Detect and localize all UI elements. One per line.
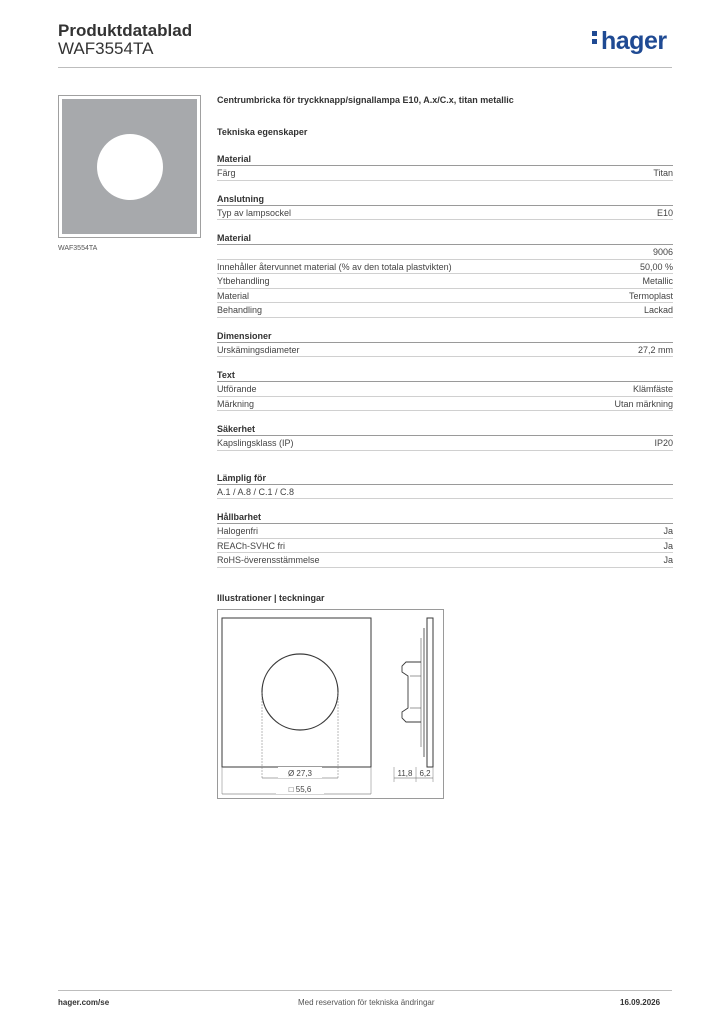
dim-depth-label: 11,8 bbox=[397, 769, 413, 778]
section-title: Hållbarhet bbox=[217, 511, 673, 524]
spec-value: Klämfäste bbox=[632, 384, 673, 394]
product-image-caption: WAF3554TA bbox=[58, 245, 98, 252]
spec-label: RoHS-överensstämmelse bbox=[217, 555, 320, 565]
spec-value: IP20 bbox=[654, 438, 673, 448]
section-title: Säkerhet bbox=[217, 423, 673, 436]
spec-label: Typ av lampsockel bbox=[217, 207, 292, 218]
section-material bbox=[217, 232, 673, 318]
hager-logo bbox=[592, 27, 667, 56]
technical-drawing bbox=[217, 609, 444, 799]
spec-row bbox=[217, 485, 673, 500]
section-anslutning bbox=[217, 193, 673, 221]
section-title: Material bbox=[217, 153, 673, 166]
section-material-color bbox=[217, 153, 673, 181]
spec-value: Ja bbox=[663, 526, 673, 536]
product-code: WAF3554TA bbox=[58, 39, 154, 58]
footer-date: 16.09.2026 bbox=[620, 998, 661, 1007]
spec-label: Material bbox=[217, 290, 250, 301]
spec-value: 50,00 % bbox=[639, 261, 673, 272]
spec-row bbox=[217, 260, 673, 275]
dim-hole-label: Ø 27,3 bbox=[287, 769, 313, 778]
spec-value: Ja bbox=[663, 540, 673, 551]
footer-website: hager.com/se bbox=[58, 998, 110, 1007]
logo-text: hager bbox=[601, 27, 667, 55]
section-text bbox=[217, 369, 673, 411]
spec-row bbox=[217, 274, 673, 289]
spec-value: Lackad bbox=[643, 305, 673, 315]
spec-row bbox=[217, 539, 673, 554]
spec-row bbox=[217, 382, 673, 397]
spec-row bbox=[217, 245, 673, 260]
spec-label: Utförande bbox=[217, 384, 257, 394]
footer-divider bbox=[58, 990, 672, 991]
product-hole bbox=[97, 134, 163, 200]
spec-label: Färg bbox=[217, 168, 236, 178]
spec-row bbox=[217, 436, 673, 451]
section-title: Material bbox=[217, 232, 673, 245]
tech-heading: Tekniska egenskaper bbox=[217, 127, 308, 137]
product-description: Centrumbricka för tryckknapp/signallampa E10, A.x/C.x, titan metallic bbox=[217, 95, 514, 105]
spec-row bbox=[217, 524, 673, 539]
document-title: Produktdatablad bbox=[58, 21, 193, 40]
section-title: Lämplig för bbox=[217, 472, 673, 485]
spec-value: Termoplast bbox=[628, 290, 673, 301]
header-divider bbox=[58, 67, 672, 68]
spec-label: Urskämingsdiameter bbox=[217, 344, 300, 355]
spec-value: Utan märkning bbox=[614, 398, 673, 409]
spec-label: Halogenfri bbox=[217, 526, 259, 536]
hole-outline bbox=[262, 654, 338, 730]
footer-disclaimer: Med reservation för tekniska ändringar bbox=[298, 998, 435, 1007]
spec-value: 27,2 mm bbox=[637, 344, 673, 355]
section-title: Dimensioner bbox=[217, 330, 673, 343]
spec-row bbox=[217, 343, 673, 358]
section-dimensioner bbox=[217, 330, 673, 358]
spec-content bbox=[217, 95, 673, 568]
product-image bbox=[58, 95, 201, 238]
spec-value: Titan bbox=[653, 168, 673, 178]
spec-label: Behandling bbox=[217, 305, 263, 315]
product-plate bbox=[62, 99, 197, 234]
section-title: Anslutning bbox=[217, 193, 673, 206]
side-view bbox=[394, 618, 433, 782]
spec-row bbox=[217, 397, 673, 412]
spec-row bbox=[217, 553, 673, 568]
technical-drawing-svg bbox=[218, 610, 445, 800]
spec-label: Ytbehandling bbox=[217, 276, 270, 286]
section-hallbarhet bbox=[217, 511, 673, 568]
spec-value: Metallic bbox=[642, 276, 673, 286]
spec-value: Ja bbox=[663, 555, 673, 565]
spec-label: Kapslingsklass (IP) bbox=[217, 438, 294, 448]
spec-value: E10 bbox=[656, 207, 673, 218]
section-title: Text bbox=[217, 369, 673, 382]
spec-row bbox=[217, 206, 673, 221]
spec-row bbox=[217, 289, 673, 304]
dim-thickness-label: 6,2 bbox=[419, 769, 431, 778]
spec-value: 9006 bbox=[652, 247, 673, 257]
section-lamplig-for bbox=[217, 472, 673, 500]
illustrations-title: Illustrationer | teckningar bbox=[217, 593, 325, 603]
plate-outline bbox=[222, 618, 371, 767]
dim-width-label: □ 55,6 bbox=[288, 785, 312, 794]
spec-row bbox=[217, 166, 673, 181]
spec-label: Märkning bbox=[217, 398, 255, 409]
section-sakerhet bbox=[217, 423, 673, 451]
logo-dots-icon bbox=[592, 28, 598, 47]
spec-row bbox=[217, 303, 673, 318]
spec-label: Innehåller återvunnet material (% av den totala plastvikten) bbox=[217, 261, 452, 272]
spec-label: A.1 / A.8 / C.1 / C.8 bbox=[217, 486, 295, 497]
spec-label: REACh-SVHC fri bbox=[217, 540, 286, 551]
